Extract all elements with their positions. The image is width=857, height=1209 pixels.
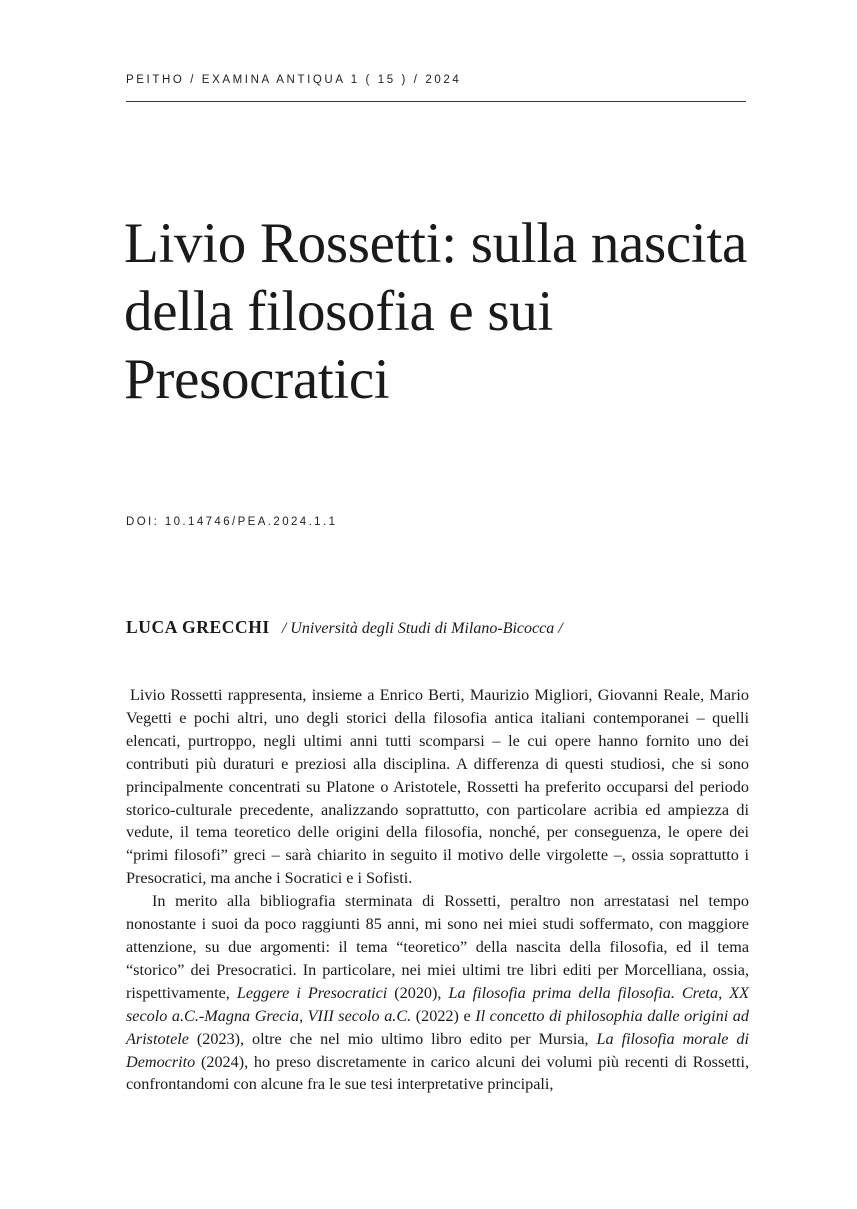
book-title: La filosofia prima della filosofia. Creta, XX secolo a.C.-Magna Grecia, VIII secolo a.C.: [126, 983, 749, 1025]
doi[interactable]: DOI: 10.14746/PEA.2024.1.1: [126, 516, 338, 528]
paragraph-1: Livio Rossetti rappresenta, insieme a Enrico Berti, Maurizio Migliori, Giovanni Reale, Mario Vegetti e pochi altri, uno degli storici della filosofia antica italiani contemporanei – quelli elencati, purtroppo, negli ultimi anni tutti scomparsi – le cui opere hanno fornito uno dei contributi più duraturi e preziosi alla disciplina. A differenza di questi studiosi, che si sono principalmente concentrati su Platone o Aristotele, Rossetti ha preferito occuparsi del periodo storico-culturale precedente, analizzando soprattutto, con particolare acribia ed ampiezza di vedute, il tema teoretico delle origini della filosofia, nonché, per conseguenza, le opere dei “primi filosofi” greci – sarà chiarito in seguito il motivo delle virgolette –, ossia soprattutto i Presocratici, ma anche i Socratici e i Sofisti.: [126, 686, 749, 888]
paragraph-2-text: (2022) e: [415, 1006, 471, 1025]
paragraph-2: [126, 890, 749, 1096]
paragraph-2-text: (2023), oltre che nel mio ultimo libro edito per Mursia,: [196, 1029, 589, 1048]
paragraph-2-text: In merito alla bibliografia sterminata di Rossetti, peraltro non arrestatasi nel tempo nonostante i suoi da poco raggiunti 85 anni, mi sono nei miei studi soffermato, con maggiore attenzione, su due argomenti: il tema “teoretico” della nascita della filosofia, ed il tema “storico” dei Presocratici. In particolare, nei miei ultimi tre libri editi per Morcelliana, ossia, rispettivamente,: [126, 892, 749, 1002]
paragraph-2-text: (2020),: [394, 983, 442, 1002]
header-rule: [126, 101, 746, 102]
author-affiliation: / Università degli Studi di Milano-Bicocca /: [281, 620, 563, 637]
article-body: [126, 684, 749, 1096]
author-line: [126, 617, 563, 638]
article-title: Livio Rossetti: sulla nascita della filosofia e sui Presocratici: [124, 212, 747, 411]
book-title: Leggere i Presocratici: [236, 983, 388, 1002]
book-title: Il concetto di philosophia dalle origini ad Aristotele: [126, 1006, 749, 1048]
author-name: LUCA GRECCHI: [126, 617, 270, 637]
book-title: La filosofia morale di Democrito: [126, 1029, 749, 1071]
paragraph-2-text: (2024), ho preso discretamente in carico alcuni dei volumi più recenti di Rossetti, confrontandomi con alcune fra le sue tesi interpretative principali,: [126, 1052, 750, 1094]
running-header: PEITHO / EXAMINA ANTIQUA 1 ( 15 ) / 2024: [126, 74, 462, 86]
